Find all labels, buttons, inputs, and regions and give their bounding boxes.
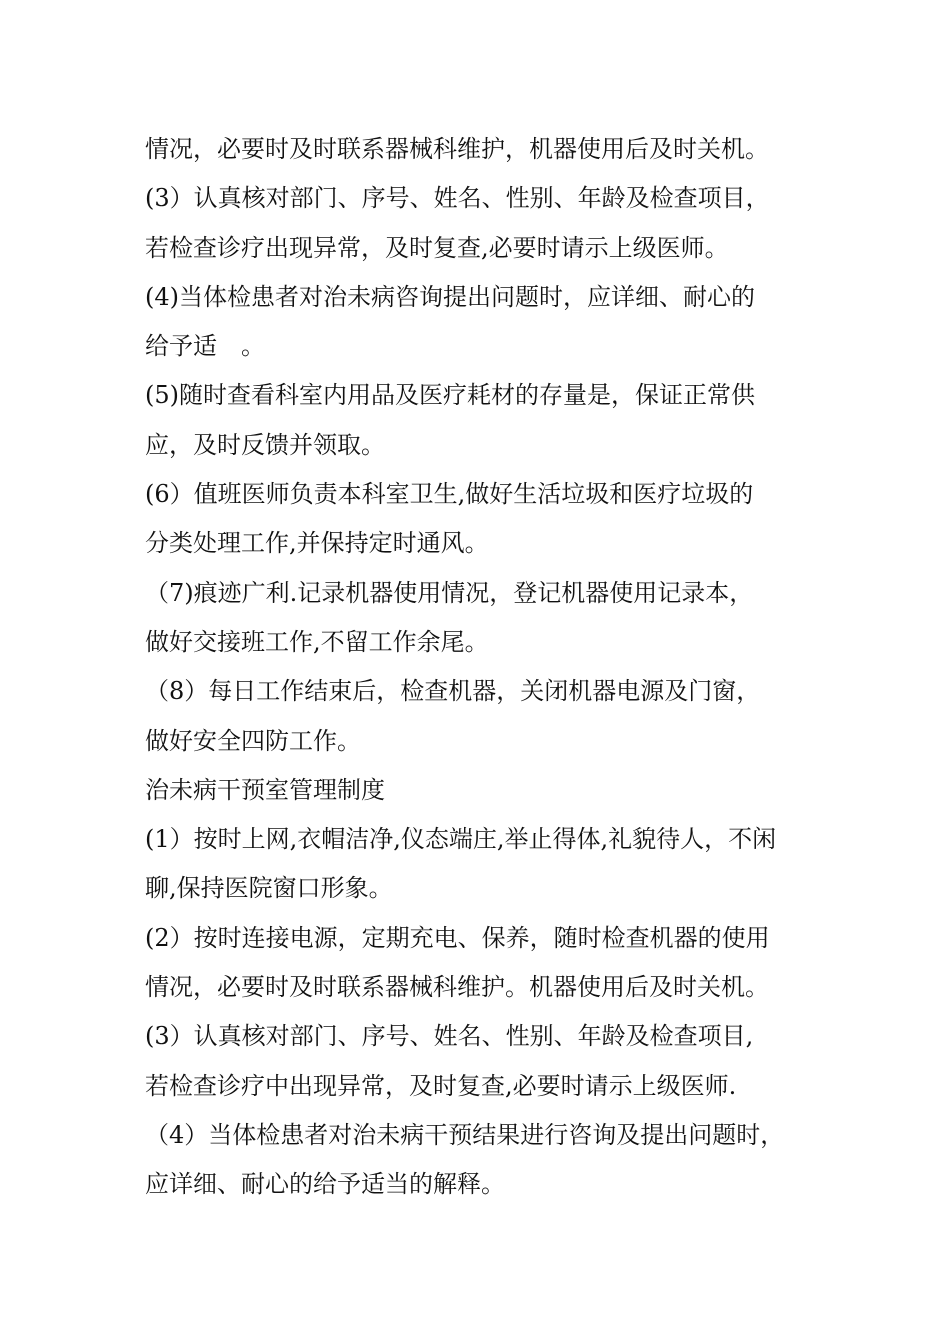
- text-line: (4)当体检患者对治未病咨询提出问题时，应详细、耐心的: [145, 282, 755, 311]
- text-line: 情况，必要时及时联系器械科维护。机器使用后及时关机。: [145, 973, 769, 1002]
- document-body: [145, 125, 835, 1210]
- section-title: 治未病干预室管理制度: [145, 775, 385, 804]
- text-line: (3）认真核对部门、序号、姓名、性别、年龄及检查项目,: [145, 1022, 754, 1051]
- text-line: (2）按时连接电源，定期充电、保养，随时检查机器的使用: [145, 923, 770, 952]
- text-line: 应，及时反馈并领取。: [145, 430, 385, 459]
- text-line: 若检查诊疗出现异常，及时复查,必要时请示上级医师。: [145, 233, 729, 262]
- text-line: (3）认真核对部门、序号、姓名、性别、年龄及检查项目，: [145, 184, 770, 213]
- text-line: 给予适 。: [145, 332, 265, 361]
- text-line: 聊,保持医院窗口形象。: [145, 874, 393, 903]
- text-line: 做好安全四防工作。: [145, 726, 361, 755]
- text-line: 若检查诊疗中出现异常，及时复查,必要时请示上级医师.: [145, 1071, 737, 1100]
- text-line: （7)痕迹广利.记录机器使用情况，登记机器使用记录本，: [145, 578, 754, 607]
- text-line: （4）当体检患者对治未病干预结果进行咨询及提出问题时，: [145, 1120, 785, 1149]
- text-line: (6）值班医师负责本科室卫生,做好生活垃圾和医疗垃圾的: [145, 480, 754, 509]
- text-line: 情况，必要时及时联系器械科维护，机器使用后及时关机。: [145, 135, 769, 163]
- text-line: 分类处理工作,并保持定时通风。: [145, 529, 489, 558]
- text-line: 做好交接班工作,不留工作余尾。: [145, 627, 489, 656]
- text-line: （8）每日工作结束后，检查机器，关闭机器电源及门窗，: [145, 677, 761, 706]
- text-line: 应详细、耐心的给予适当的解释。: [145, 1170, 505, 1199]
- text-line: (5)随时查看科室内用品及医疗耗材的存量是，保证正常供: [145, 381, 755, 410]
- text-line: (1）按时上网,衣帽洁净,仪态端庄,举止得体,礼貌待人，不闲: [145, 825, 777, 854]
